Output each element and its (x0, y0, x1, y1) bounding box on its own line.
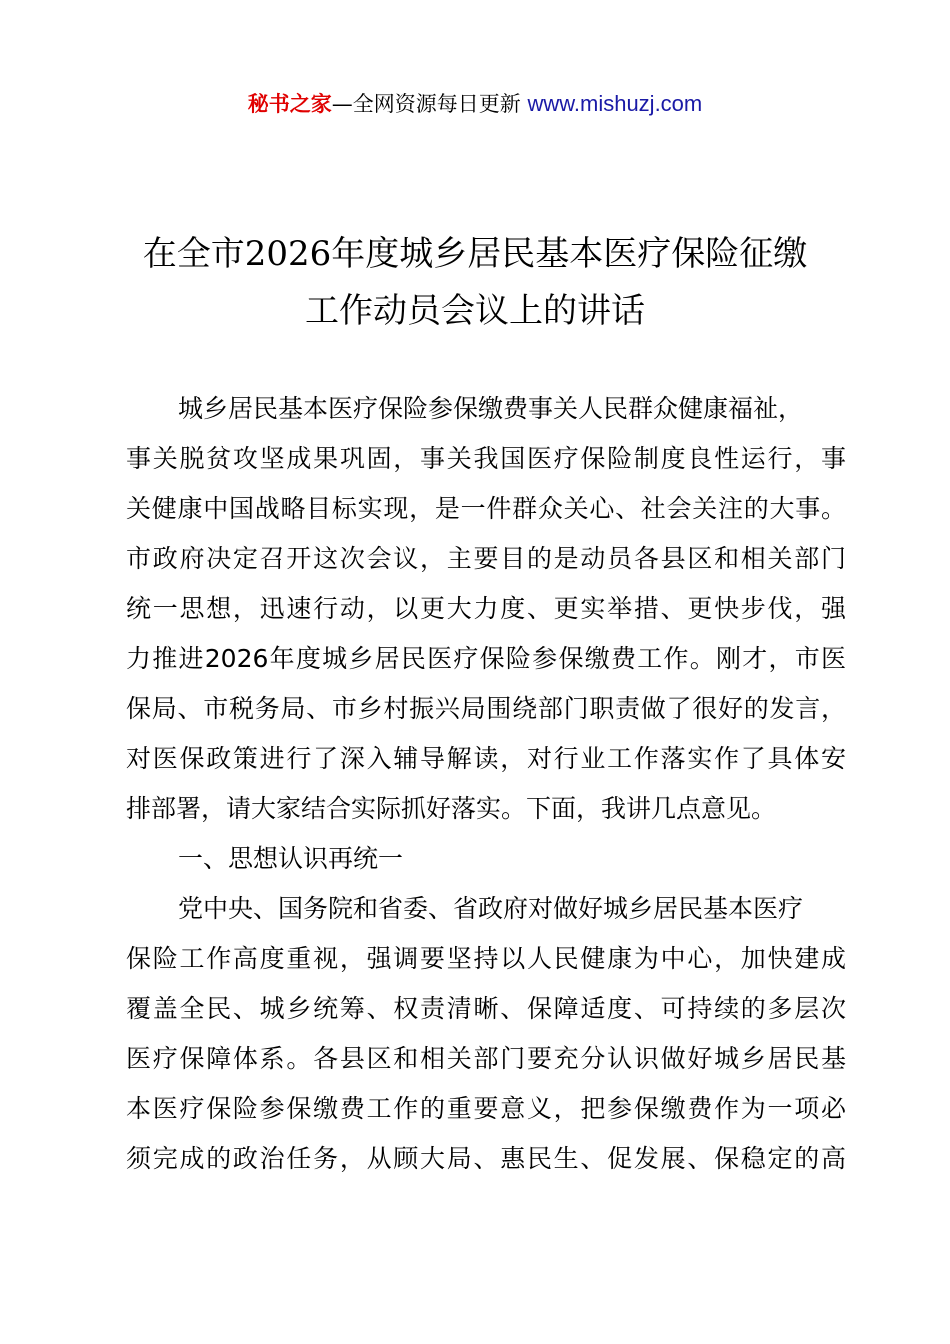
section-heading: 一、思想认识再统一 (178, 844, 404, 873)
body-line: 保局、市税务局、市乡村振兴局围绕部门职责做了很好的发言， (126, 694, 846, 723)
body-line: 市政府决定召开这次会议，主要目的是动员各县区和相关部门 (126, 544, 846, 573)
body-line: 须完成的政治任务，从顾大局、惠民生、促发展、保稳定的高 (126, 1144, 846, 1173)
site-tagline: —全网资源每日更新 (331, 92, 528, 116)
body-line: 本医疗保险参保缴费工作的重要意义，把参保缴费作为一项必 (126, 1094, 846, 1123)
body-line: 统一思想，迅速行动，以更大力度、更实举措、更快步伐，强 (126, 594, 846, 623)
body-line: 医疗保障体系。各县区和相关部门要充分认识做好城乡居民基 (126, 1044, 846, 1073)
body-line: 关健康中国战略目标实现，是一件群众关心、社会关注的大事。 (126, 494, 846, 523)
site-header (0, 88, 950, 120)
document-title (0, 226, 950, 340)
body-line: 对医保政策进行了深入辅导解读，对行业工作落实作了具体安 (126, 744, 846, 773)
body-line: 党中央、国务院和省委、省政府对做好城乡居民基本医疗 (178, 894, 804, 923)
body-line: 力推进2026年度城乡居民医疗保险参保缴费工作。刚才，市医 (126, 644, 846, 673)
title-line-1: 在全市2026年度城乡居民基本医疗保险征缴 (142, 234, 808, 274)
body-line: 保险工作高度重视，强调要坚持以人民健康为中心，加快建成 (126, 944, 846, 973)
title-line-2: 工作动员会议上的讲话 (305, 291, 645, 331)
body-line: 城乡居民基本医疗保险参保缴费事关人民群众健康福祉， (178, 394, 804, 423)
site-url-link[interactable]: www.mishuzj.com (527, 91, 703, 116)
body-line: 覆盖全民、城乡统筹、权责清晰、保障适度、可持续的多层次 (126, 994, 846, 1023)
site-brand: 秘书之家 (247, 92, 332, 116)
document-body (126, 384, 846, 1184)
body-line: 排部署，请大家结合实际抓好落实。下面，我讲几点意见。 (126, 794, 777, 823)
body-line: 事关脱贫攻坚成果巩固，事关我国医疗保险制度良性运行，事 (126, 444, 846, 473)
